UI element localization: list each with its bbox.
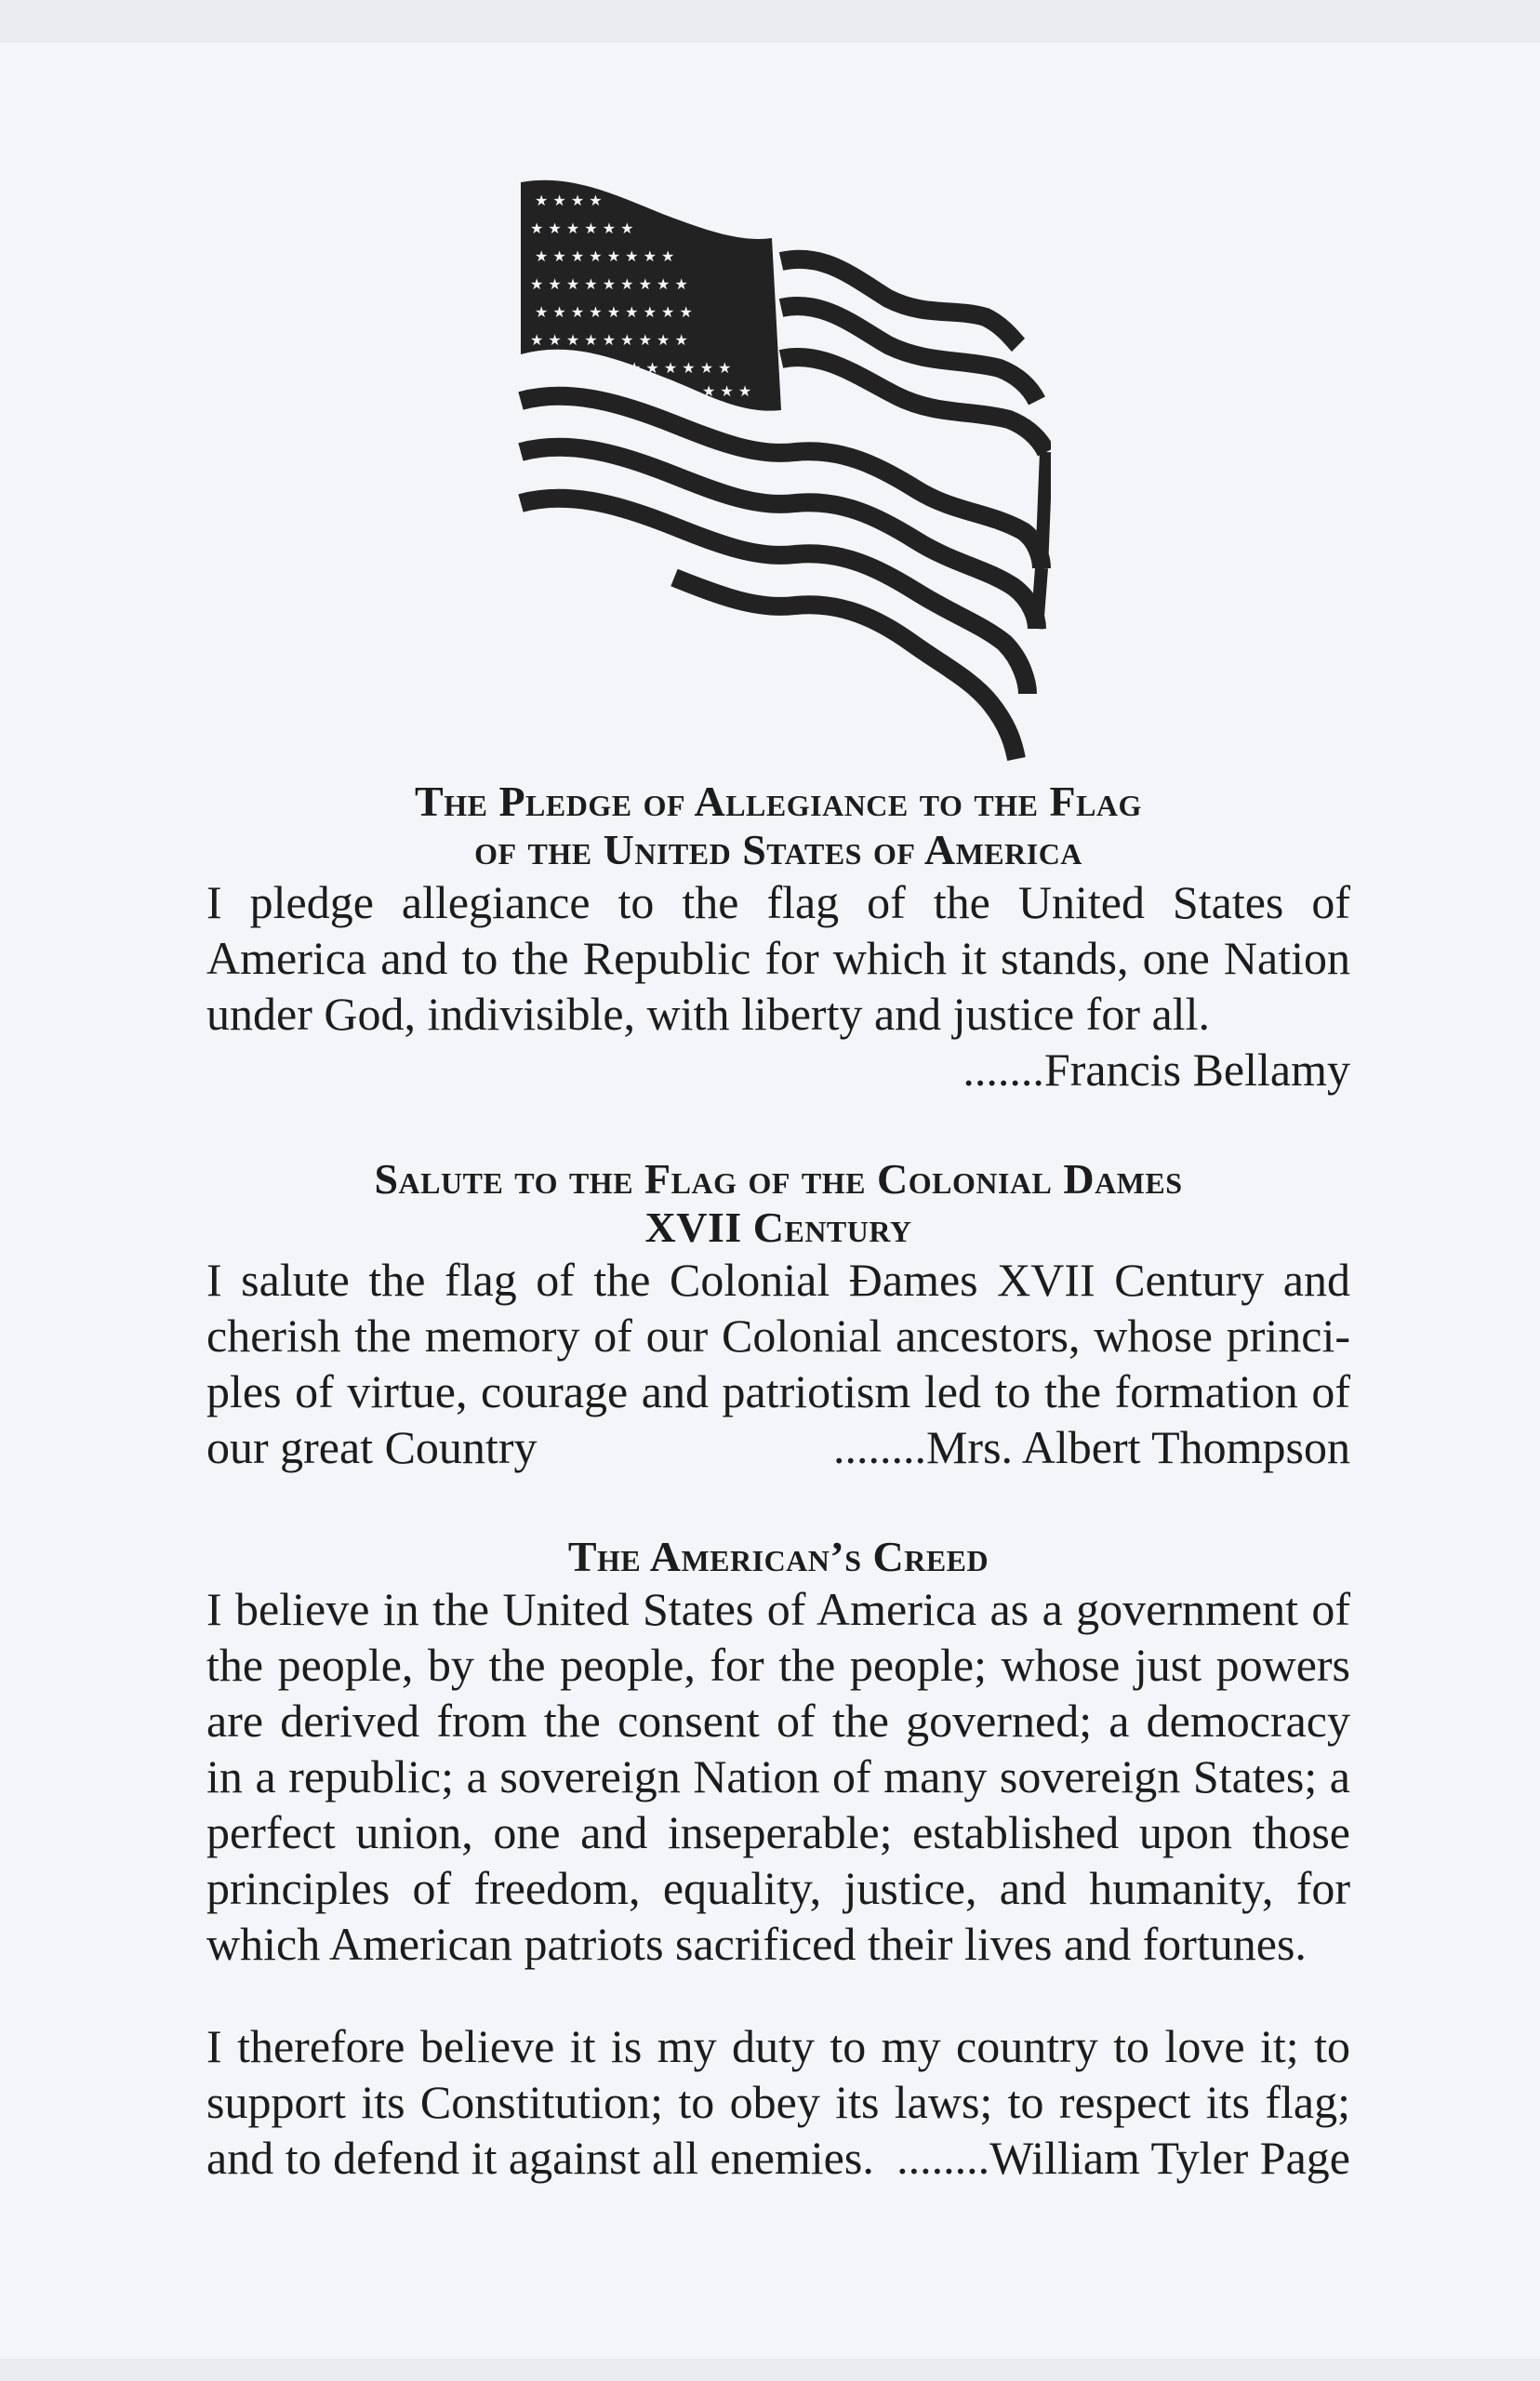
creed-paragraph-1: I believe in the United States of America as a government of the people, by the people, for the people; whose just powers are derived from the consent of the governed; a democracy in a republic; a sovereign Nation of many sovereign States; a perfect union, one and inseperable; established upon those principles of freedom, equality, justice, and humanity, for which American patriots sacrificed their lives and fortunes. bbox=[206, 1583, 1350, 1970]
american-flag-icon bbox=[516, 178, 1051, 764]
creed-attribution: ........William Tyler Page bbox=[896, 2132, 1350, 2184]
pledge-heading-line2: of the United States of America bbox=[474, 826, 1082, 873]
salute-section bbox=[206, 1155, 1350, 1475]
pledge-text: I pledge allegiance to the flag of the United States of America and to the Republic for which it stands, one Nation under God, indivisible, with liberty and justice for all. bbox=[206, 876, 1350, 1040]
svg-text:★ ★ ★ ★ ★ ★: ★ ★ ★ ★ ★ ★ bbox=[530, 219, 634, 237]
creed-heading: The American’s Creed bbox=[567, 1533, 989, 1580]
creed-paragraph-2-body: I therefore believe it is my duty to my country to love it; to support its Constitution; to obey its laws; to respect its flag; and to defend it against all enemies. bbox=[206, 2020, 1350, 2184]
salute-text bbox=[206, 1252, 1350, 1475]
svg-text:★ ★ ★ ★ ★ ★ ★ ★ ★: ★ ★ ★ ★ ★ ★ ★ ★ ★ bbox=[535, 303, 693, 321]
svg-text:★ ★ ★ ★: ★ ★ ★ ★ bbox=[535, 192, 603, 209]
svg-text:★ ★ ★ ★ ★ ★: ★ ★ ★ ★ ★ ★ bbox=[628, 359, 732, 377]
svg-text:★ ★ ★ ★ ★ ★ ★ ★ ★: ★ ★ ★ ★ ★ ★ ★ ★ ★ bbox=[530, 331, 688, 349]
salute-text-body: I salute the flag of the Colonial Ɖames XVII Century and cherish the memory of our Colonial ancestors, whose princi-ples of virtue, courage and patriotism led to the formation of our great Country bbox=[206, 1254, 1350, 1473]
pledge-attribution: .......Francis Bellamy bbox=[962, 1044, 1350, 1096]
creed-paragraph-2 bbox=[206, 2018, 1350, 2186]
salute-heading-line2: XVII Century bbox=[644, 1204, 912, 1251]
salute-heading-line1: Salute to the Flag of the Colonial Dames bbox=[374, 1155, 1183, 1203]
svg-text:★ ★ ★ ★ ★ ★ ★ ★ ★: ★ ★ ★ ★ ★ ★ ★ ★ ★ bbox=[530, 275, 688, 293]
pledge-heading-line1: The Pledge of Allegiance to the Flag bbox=[415, 778, 1142, 825]
document-page bbox=[0, 43, 1540, 2359]
svg-text:★ ★ ★: ★ ★ ★ bbox=[702, 382, 752, 400]
document-content bbox=[206, 778, 1350, 2186]
pledge-section bbox=[206, 778, 1350, 1097]
salute-attribution: ........Mrs. Albert Thompson bbox=[832, 1421, 1350, 1473]
creed-section bbox=[206, 1533, 1350, 2186]
svg-text:★ ★ ★ ★ ★ ★ ★ ★: ★ ★ ★ ★ ★ ★ ★ ★ bbox=[535, 247, 675, 265]
